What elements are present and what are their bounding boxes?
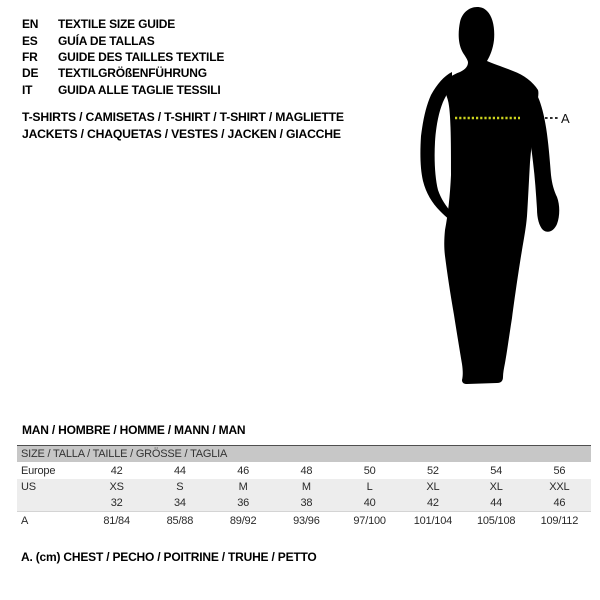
- table-cell: XL: [489, 481, 503, 493]
- measurement-footnote: A. (cm) CHEST / PECHO / POITRINE / TRUHE / PETTO: [21, 550, 317, 564]
- table-cell: 46: [237, 464, 250, 477]
- size-table: [17, 445, 591, 530]
- measure-label-a: A: [561, 111, 570, 126]
- table-row-us: [17, 479, 591, 495]
- table-cell: 48: [300, 464, 313, 477]
- table-cell: 46: [553, 497, 566, 509]
- category-line-jackets: JACKETS / CHAQUETAS / VESTES / JACKEN / GIACCHE: [22, 127, 341, 141]
- table-cell: 40: [363, 497, 376, 509]
- table-cell: 93/96: [293, 515, 320, 527]
- language-code: FR: [22, 49, 38, 64]
- table-row-us-numeric: [17, 495, 591, 511]
- language-code: IT: [22, 82, 33, 97]
- language-title: TEXTILE SIZE GUIDE: [58, 17, 176, 32]
- category-line-tshirts: T-SHIRTS / CAMISETAS / T-SHIRT / T-SHIRT / MAGLIETTE: [22, 110, 344, 124]
- table-cell: 44: [490, 497, 503, 509]
- language-title: GUIDA ALLE TAGLIE TESSILI: [58, 82, 221, 97]
- table-cell: XL: [426, 481, 440, 493]
- table-cell: S: [176, 481, 184, 493]
- table-cell: 105/108: [476, 515, 516, 527]
- language-title: GUÍA DE TALLAS: [58, 33, 155, 48]
- table-cell: XS: [109, 481, 124, 493]
- table-cell: 50: [363, 464, 376, 477]
- table-row-chest-a: [17, 511, 591, 530]
- table-cell: 101/104: [413, 515, 453, 527]
- table-cell: 34: [173, 497, 186, 509]
- table-cell: 38: [300, 497, 313, 509]
- table-cell: 81/84: [103, 515, 130, 527]
- table-cell: M: [238, 481, 248, 493]
- table-cell: 42: [110, 464, 123, 477]
- table-cell: 44: [173, 464, 186, 477]
- table-cell: XXL: [549, 481, 570, 493]
- language-code: DE: [22, 66, 39, 81]
- language-title: TEXTILGRÖßENFÜHRUNG: [58, 66, 207, 81]
- row-label: US: [21, 481, 36, 493]
- table-cell: 36: [237, 497, 250, 509]
- table-cell: 56: [553, 464, 566, 477]
- row-label: Europe: [21, 464, 56, 477]
- table-cell: 52: [426, 464, 439, 477]
- row-label: A: [21, 515, 29, 527]
- table-cell: 89/92: [229, 515, 257, 527]
- table-cell: 42: [426, 497, 439, 509]
- language-code: ES: [22, 33, 38, 48]
- language-title: GUIDE DES TAILLES TEXTILE: [58, 49, 225, 64]
- table-cell: 109/112: [540, 515, 579, 527]
- size-table-header: SIZE / TALLA / TAILLE / GRÖSSE / TAGLIA: [17, 446, 591, 462]
- table-cell: 54: [490, 464, 503, 477]
- table-cell: M: [301, 481, 311, 493]
- table-cell: 32: [110, 497, 123, 509]
- table-cell: 97/100: [353, 515, 386, 527]
- language-code: EN: [22, 17, 39, 32]
- table-cell: 85/88: [166, 515, 194, 527]
- section-heading: MAN / HOMBRE / HOMME / MANN / MAN: [22, 423, 246, 437]
- table-cell: L: [366, 481, 373, 493]
- table-row-europe: [17, 462, 591, 479]
